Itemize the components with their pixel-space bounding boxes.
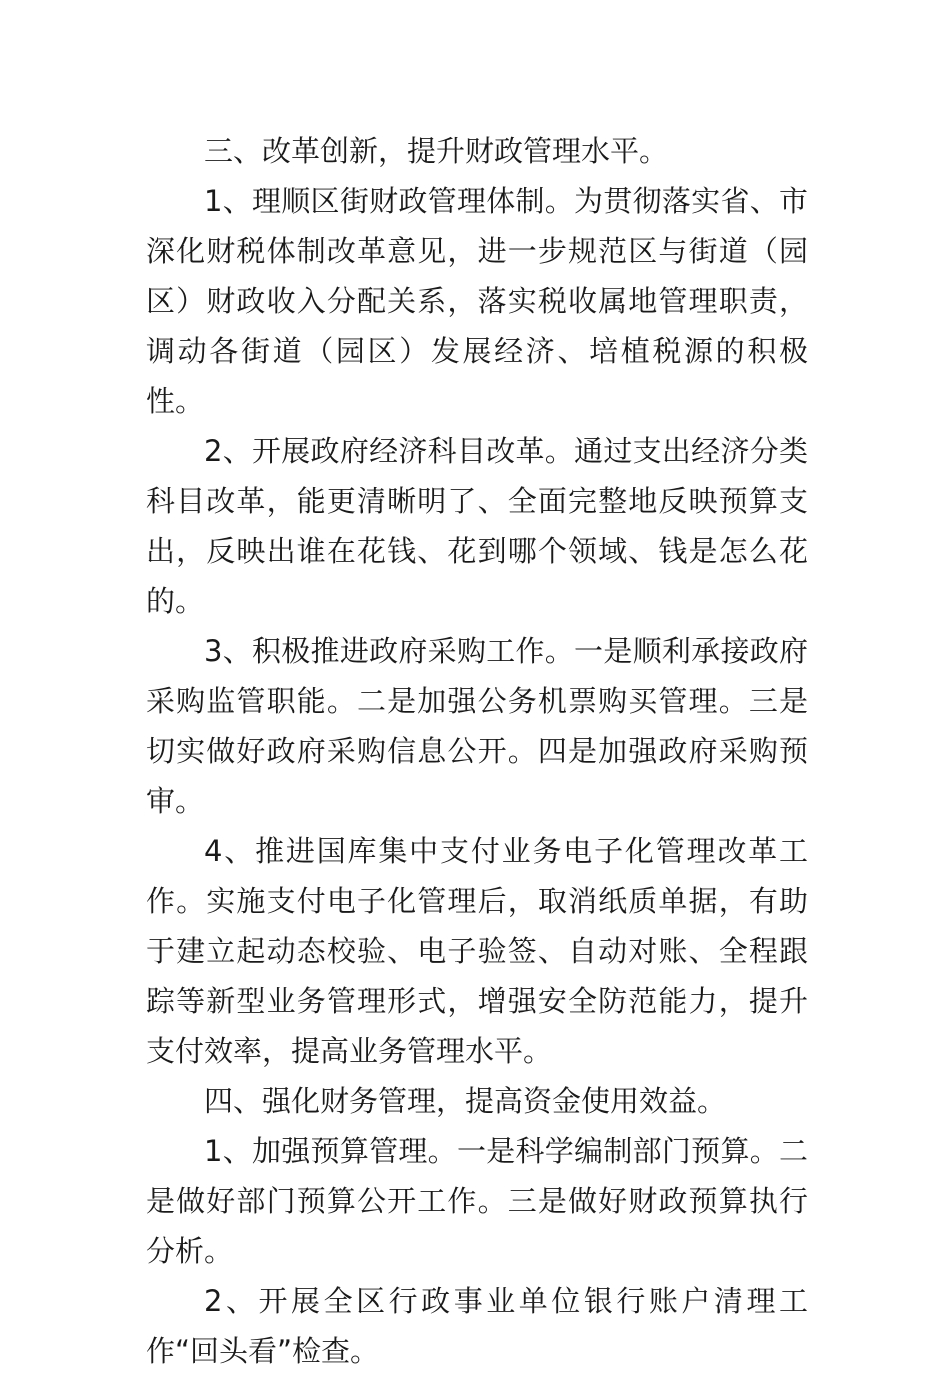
paragraph-budget-management: 1、加强预算管理。一是科学编制部门预算。二是做好部门预算公开工作。三是做好财政预算执行分析。 [146,1134,808,1268]
paragraph-district-fiscal-system: 1、理顺区街财政管理体制。为贯彻落实省、市深化财税体制改革意见，进一步规范区与街道（园区）财政收入分配关系，落实税收属地管理职责，调动各街道（园区）发展经济、培植税源的积极性。 [146,184,808,418]
document-body [146,126,808,1376]
section-heading-financial-management: 四、强化财务管理，提高资金使用效益。 [204,1084,727,1118]
paragraph-government-procurement: 3、积极推进政府采购工作。一是顺利承接政府采购监管职能。二是加强公务机票购买管理。三是切实做好政府采购信息公开。四是加强政府采购预审。 [146,634,808,818]
paragraph-bank-account-review: 2、开展全区行政事业单位银行账户清理工作“回头看”检查。 [146,1284,808,1368]
paragraph-treasury-payment: 4、推进国库集中支付业务电子化管理改革工作。实施支付电子化管理后，取消纸质单据，有助于建立起动态校验、电子验签、自动对账、全程跟踪等新型业务管理形式，增强安全防范能力，提升支付效率，提高业务管理水平。 [146,834,808,1068]
section-heading-reform: 三、改革创新，提升财政管理水平。 [204,134,669,168]
paragraph-economic-subject-reform: 2、开展政府经济科目改革。通过支出经济分类科目改革，能更清晰明了、全面完整地反映预算支出，反映出谁在花钱、花到哪个领域、钱是怎么花的。 [146,434,808,618]
